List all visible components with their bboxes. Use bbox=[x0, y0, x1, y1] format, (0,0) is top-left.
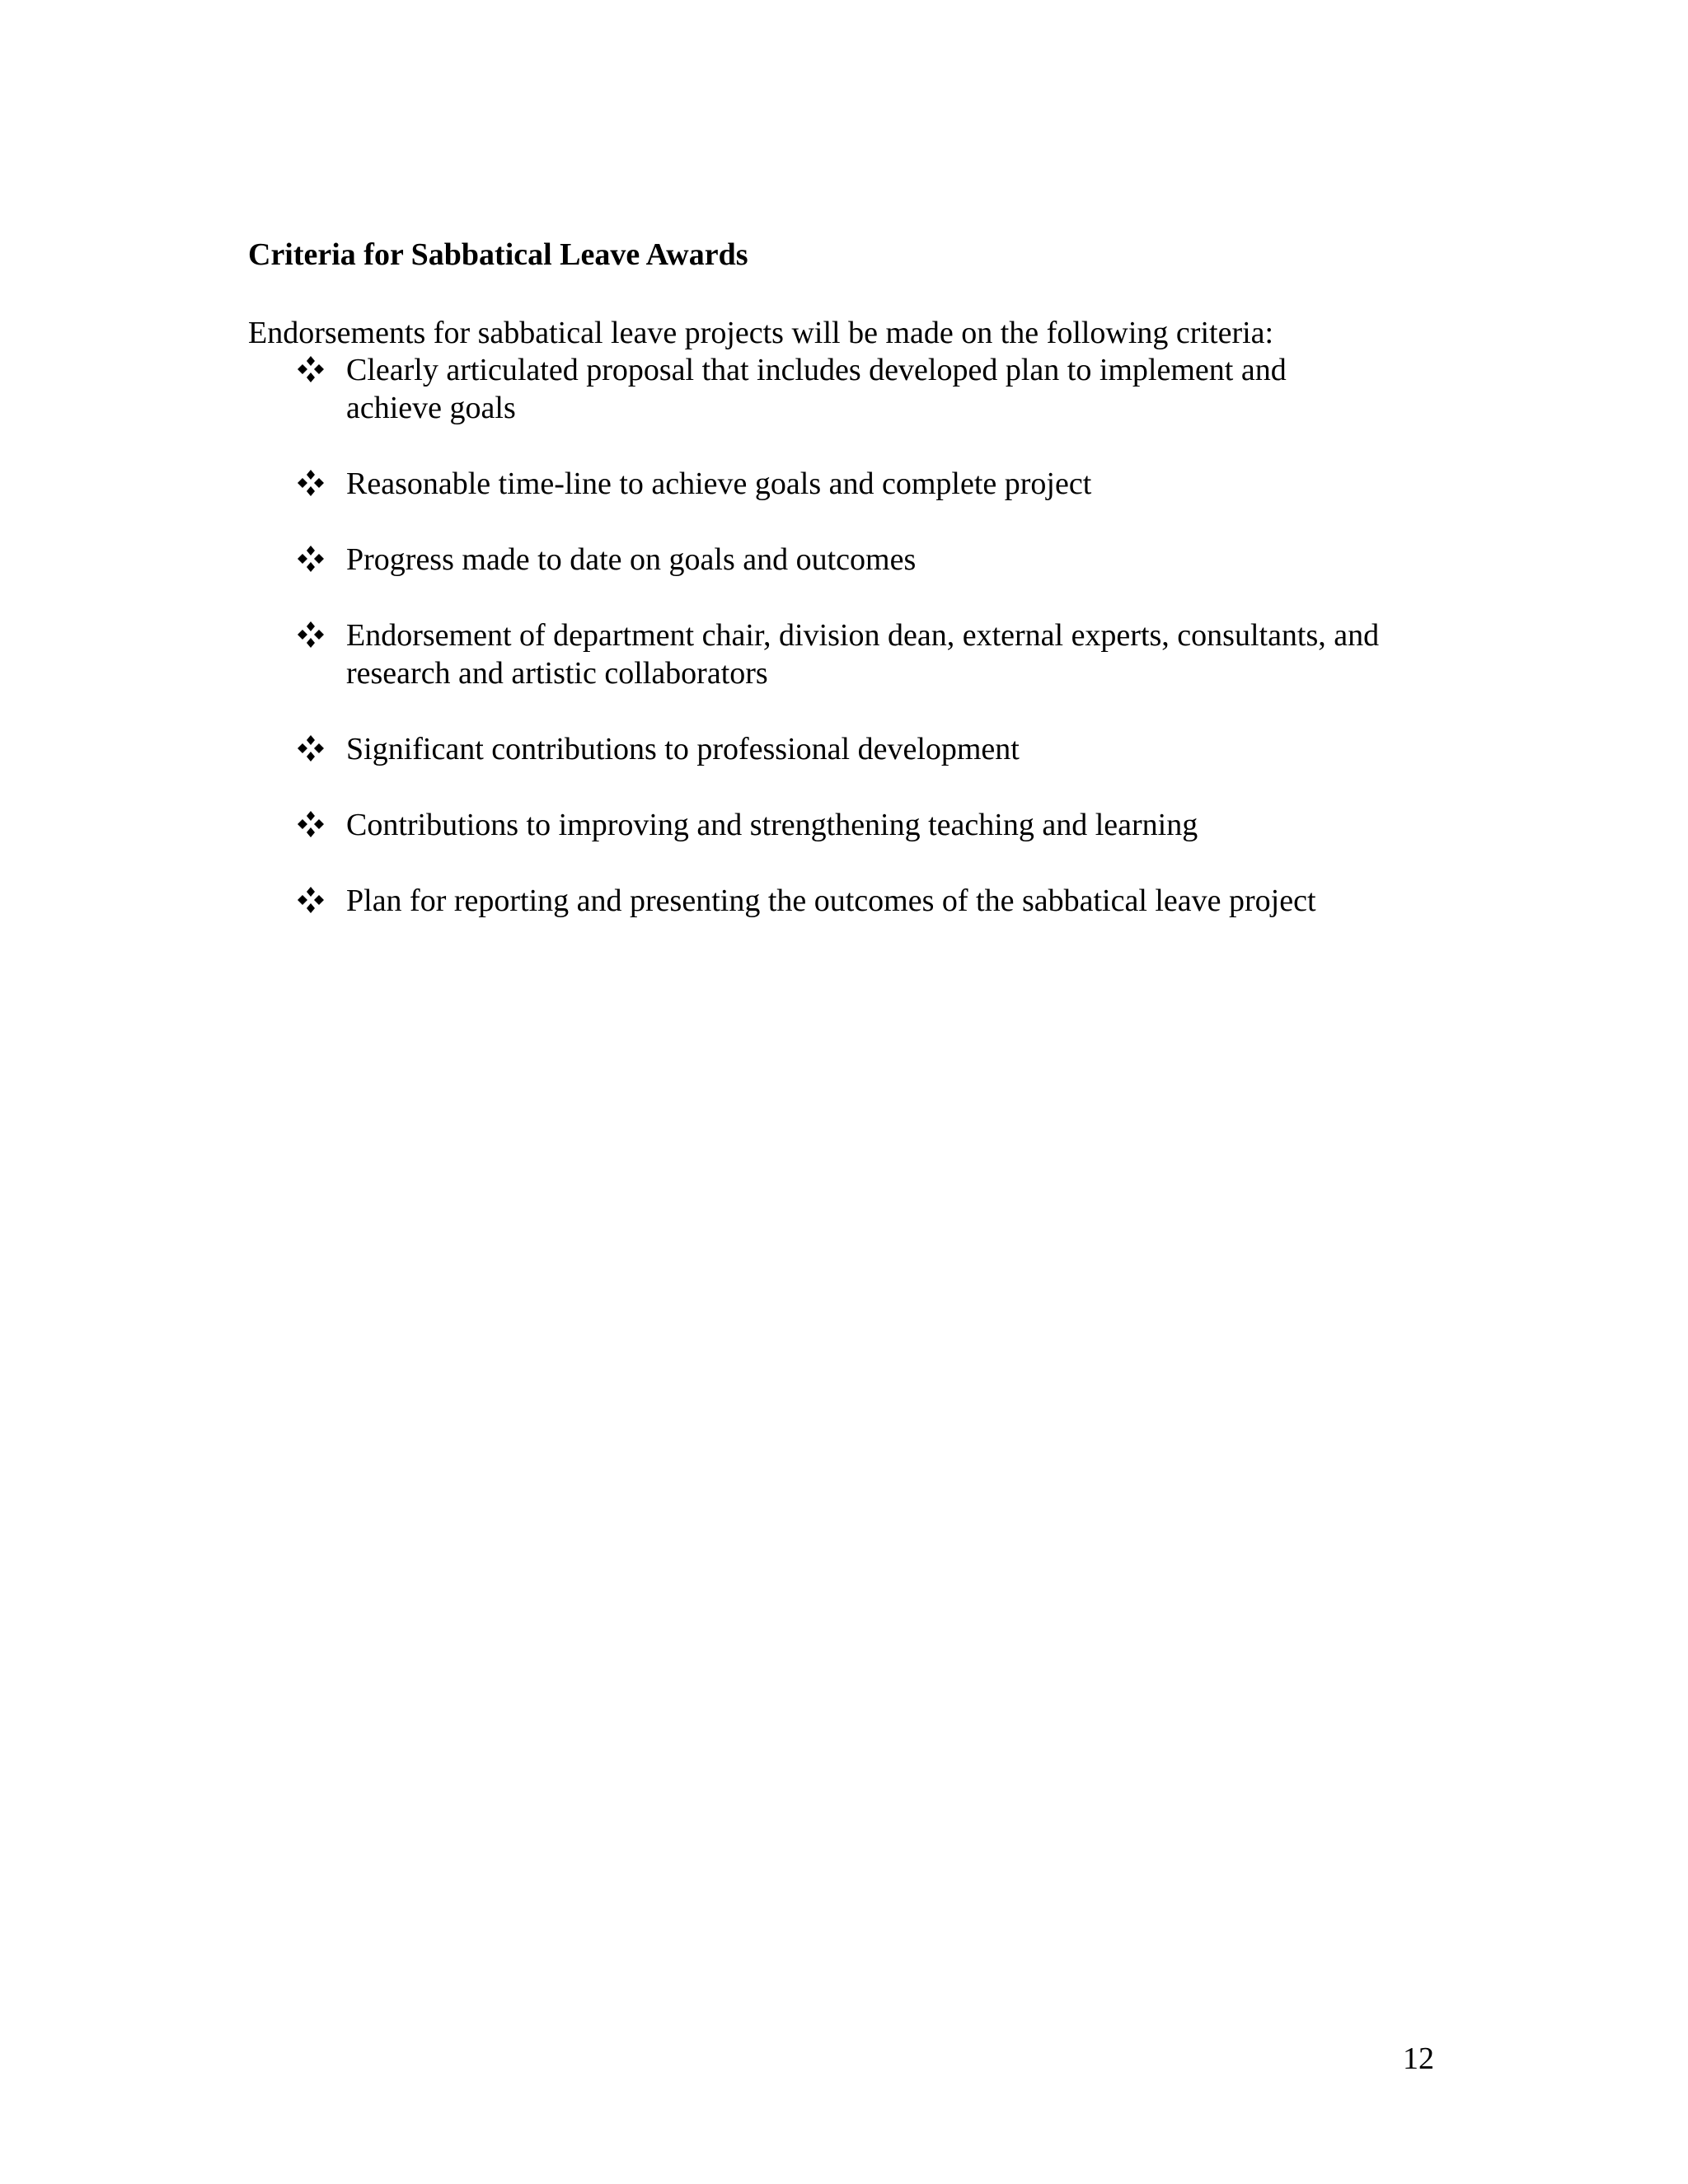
four-diamond-bullet-icon bbox=[297, 542, 325, 575]
four-diamond-bullet-icon bbox=[297, 732, 325, 765]
list-item bbox=[297, 806, 1451, 844]
criteria-text: Significant contributions to professional development bbox=[346, 732, 1020, 766]
four-diamond-bullet-icon bbox=[297, 883, 325, 916]
criteria-text: Endorsement of department chair, division dean, external experts, consultants, and research and artistic collaborators bbox=[346, 618, 1380, 691]
four-diamond-bullet-icon bbox=[297, 618, 325, 651]
four-diamond-bullet-icon bbox=[297, 353, 325, 386]
list-item bbox=[297, 465, 1451, 503]
list-item bbox=[297, 730, 1451, 768]
list-item bbox=[297, 351, 1335, 427]
criteria-text: Reasonable time-line to achieve goals and complete project bbox=[346, 466, 1092, 501]
page-number: 12 bbox=[1403, 2041, 1434, 2076]
list-item bbox=[297, 882, 1451, 920]
list-item bbox=[297, 541, 1451, 579]
criteria-text: Clearly articulated proposal that includes developed plan to implement and achieve goals bbox=[346, 353, 1287, 425]
four-diamond-bullet-icon bbox=[297, 808, 325, 841]
criteria-text: Plan for reporting and presenting the outcomes of the sabbatical leave project bbox=[346, 883, 1316, 918]
criteria-text: Contributions to improving and strengthening teaching and learning bbox=[346, 808, 1198, 842]
intro-paragraph: Endorsements for sabbatical leave projects will be made on the following criteria: bbox=[248, 316, 1274, 350]
criteria-text: Progress made to date on goals and outcomes bbox=[346, 542, 917, 577]
section-heading: Criteria for Sabbatical Leave Awards bbox=[248, 237, 748, 272]
list-item bbox=[297, 616, 1385, 692]
four-diamond-bullet-icon bbox=[297, 466, 325, 499]
